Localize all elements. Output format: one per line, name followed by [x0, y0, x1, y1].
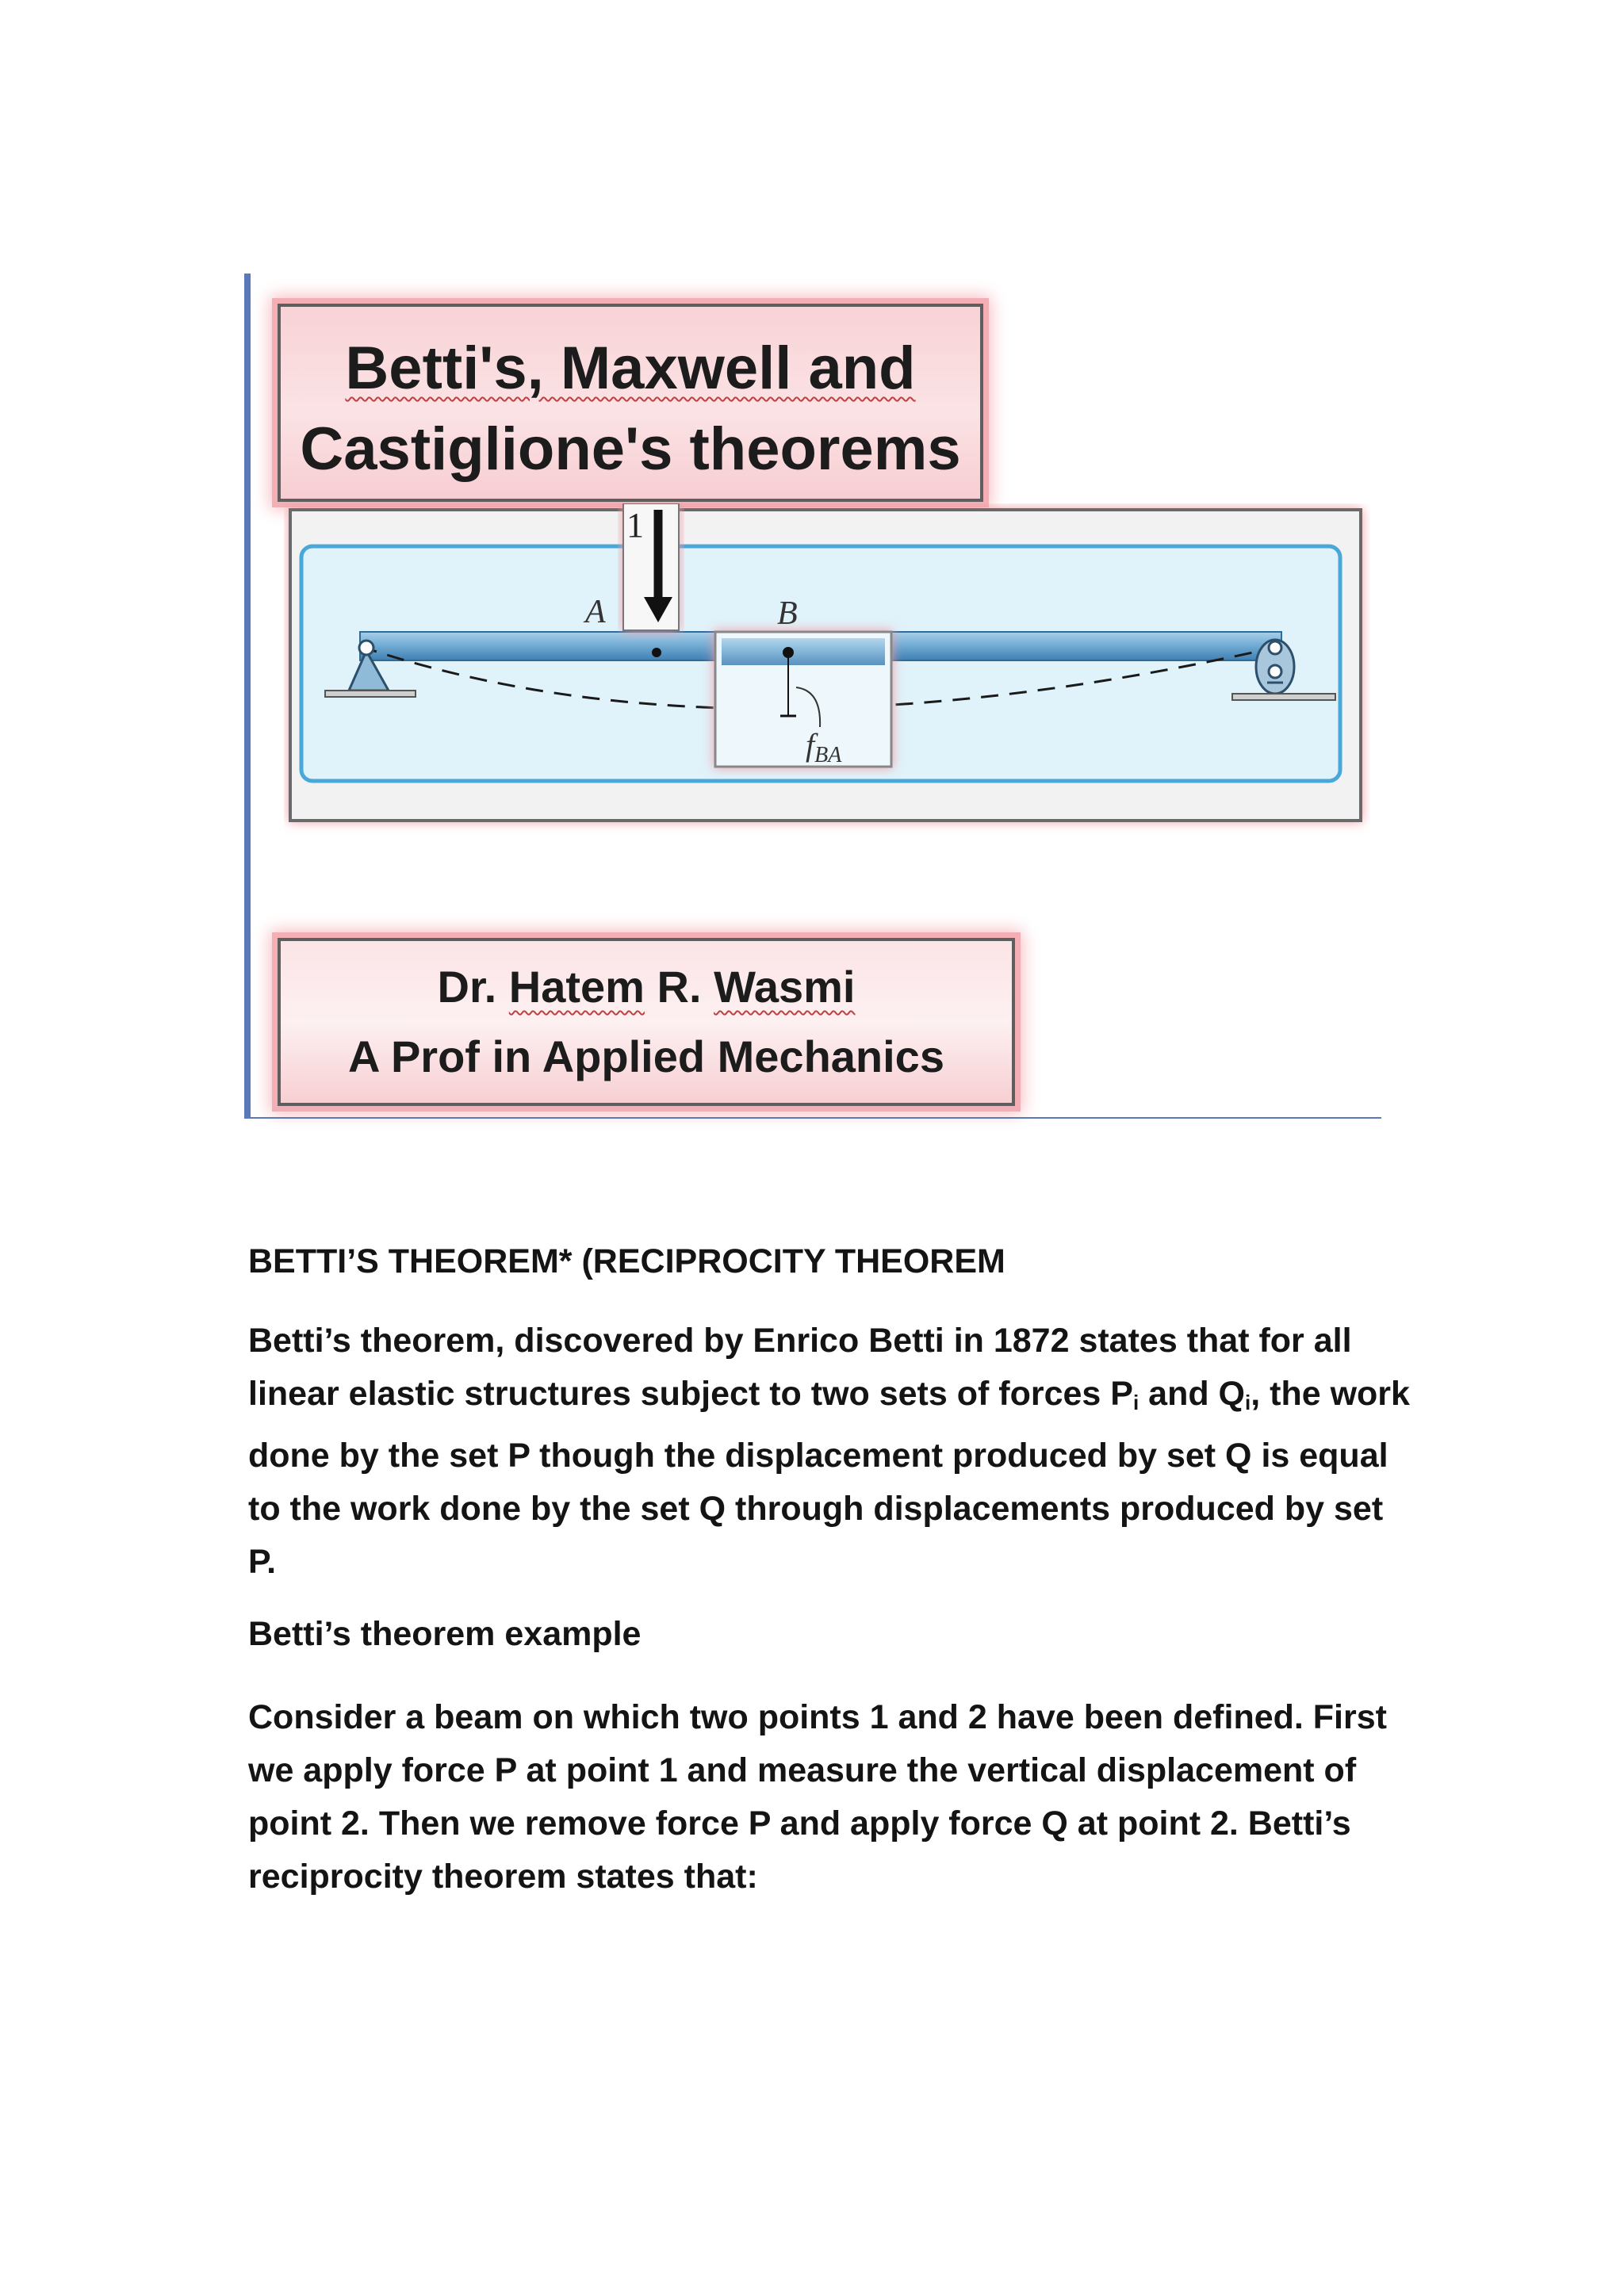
para1-line2-b: and Q	[1139, 1375, 1245, 1413]
author-role: A Prof in Applied Mechanics	[348, 1031, 944, 1081]
paragraph-definition	[248, 1314, 1410, 1589]
author-last-name: Wasmi	[714, 962, 856, 1012]
para1-line1: Betti’s theorem, discovered by Enrico Betti in 1872 states that for all	[248, 1322, 1352, 1360]
author-prefix: Dr.	[437, 962, 509, 1012]
cover-figure	[244, 274, 1381, 1119]
para1-line2-c: , the work	[1251, 1375, 1410, 1413]
para2-line2: we apply force P at point 1 and measure the vertical displacement of	[248, 1751, 1357, 1789]
load-label: 1	[626, 506, 644, 545]
para1-line3: done by the set P though the displacement produced by set Q is equal	[248, 1437, 1388, 1475]
figure-left-border	[244, 274, 251, 1119]
para2-line4: reciprocity theorem states that:	[248, 1858, 758, 1896]
author-first-name: Hatem	[508, 962, 645, 1012]
section-heading: BETTI’S THEOREM* (RECIPROCITY THEOREM	[248, 1242, 1005, 1280]
point-b-label: B	[777, 595, 798, 632]
subscript-i-1: i	[1132, 1391, 1139, 1414]
paragraph-example	[248, 1691, 1390, 1904]
point-a-dot	[652, 648, 661, 657]
subscript-i-2: i	[1245, 1391, 1251, 1414]
title-word-bettis: Betti's, Maxwell and	[345, 335, 916, 402]
author-initial: R.	[644, 962, 714, 1012]
author-name	[281, 962, 1012, 1012]
para1-line4: to the work done by the set Q through displacements produced by set	[248, 1490, 1384, 1528]
beam-diagram	[284, 503, 1370, 884]
author-box	[278, 938, 1015, 1106]
example-heading: Betti’s theorem example	[248, 1615, 642, 1653]
para2-line1: Consider a beam on which two points 1 and 2 have been defined. First	[248, 1698, 1387, 1736]
point-a-label: A	[585, 594, 606, 630]
figure-bottom-rule	[244, 1117, 1381, 1119]
para2-line3: point 2. Then we remove force P and apply force Q at point 2. Betti’s	[248, 1804, 1351, 1843]
para1-line2-a: linear elastic structures subject to two sets of forces P	[248, 1375, 1133, 1413]
para1-line5: P.	[248, 1543, 277, 1581]
para1-line2	[248, 1368, 1410, 1429]
title-line-2: Castiglione's theorems	[300, 415, 961, 483]
title-line-1	[281, 335, 980, 402]
deflection-label: $f_{BA}$	[806, 727, 842, 767]
title-box	[278, 304, 983, 502]
zoom-beam	[722, 638, 885, 665]
